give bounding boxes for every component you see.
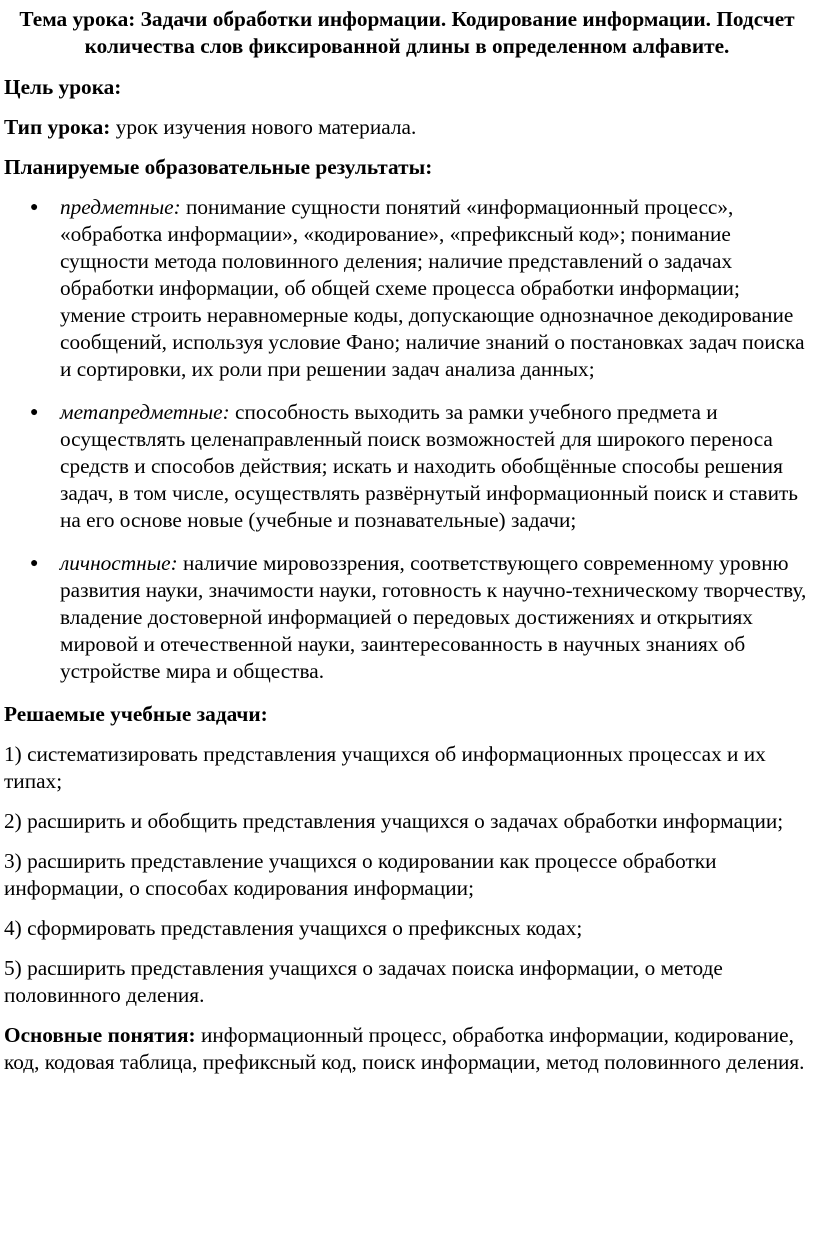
lesson-type-label: Тип урока: [4, 115, 111, 139]
lesson-goal [4, 74, 810, 101]
lesson-type [4, 114, 810, 141]
results-list [4, 194, 810, 685]
lesson-goal-label: Цель урока: [4, 75, 122, 99]
task-item: 5) расширить представления учащихся о задачах поиска информации, о методе половинного деления. [4, 956, 723, 1007]
task-item: 3) расширить представление учащихся о кодировании как процессе обработки информации, о способах кодирования информации; [4, 849, 717, 900]
results-heading: Планируемые образовательные результаты: [4, 155, 433, 179]
list-item [4, 194, 810, 383]
key-concepts [4, 1022, 810, 1076]
bullet-icon: ● [30, 405, 39, 420]
task-item: 1) систематизировать представления учащихся об информационных процессах и их типах; [4, 742, 766, 793]
task-item: 2) расширить и обобщить представления учащихся о задачах обработки информации; [4, 809, 784, 833]
bullet-icon: ● [30, 200, 39, 215]
lesson-title: Тема урока: Задачи обработки информации. Кодирование информации. Подсчет количества слов фиксированной длины в определенном алфавите. [19, 7, 795, 58]
result-text: способность выходить за рамки учебного предмета и осуществлять целенаправленный поиск возможностей для широкого переноса средств и способов действия; искать и находить обобщённые способы решения задач, в том числе, осуществлять развёрнутый информационный поиск и ставить на его основе новые (учебные и познавательные) задачи; [60, 400, 798, 532]
result-term: предметные: [60, 195, 181, 219]
task-item: 4) сформировать представления учащихся о префиксных кодах; [4, 916, 583, 940]
result-term: личностные: [60, 551, 178, 575]
result-term: метапредметные: [60, 400, 230, 424]
result-text: понимание сущности понятий «информационный процесс», «обработка информации», «кодирование», «префиксный код»; понимание сущности метода половинного деления; наличие представлений о задачах обработки информации, об общей схеме процесса обработки информации; умение строить неравномерные коды, допускающие однозначное декодирование сообщений, используя условие Фано; наличие знаний о постановках задач поиска и сортировки, их роли при решении задач анализа данных; [60, 195, 805, 381]
list-item [4, 550, 810, 685]
bullet-icon: ● [30, 556, 39, 571]
tasks-heading: Решаемые учебные задачи: [4, 702, 268, 726]
list-item [4, 399, 810, 534]
result-text: наличие мировоззрения, соответствующего современному уровню развития науки, значимости науки, готовность к научно-техническому творчеству, владение достоверной информацией о передовых достижениях и открытиях мировой и отечественной науки, заинтересованность в научных знаниях об устройстве мира и общества. [60, 551, 807, 683]
key-concepts-value: информационный процесс, обработка информации, кодирование, код, кодовая таблица, префиксный код, поиск информации, метод половинного деления. [4, 1023, 805, 1074]
lesson-type-value: урок изучения нового материала. [110, 115, 417, 139]
key-concepts-label: Основные понятия: [4, 1023, 196, 1047]
